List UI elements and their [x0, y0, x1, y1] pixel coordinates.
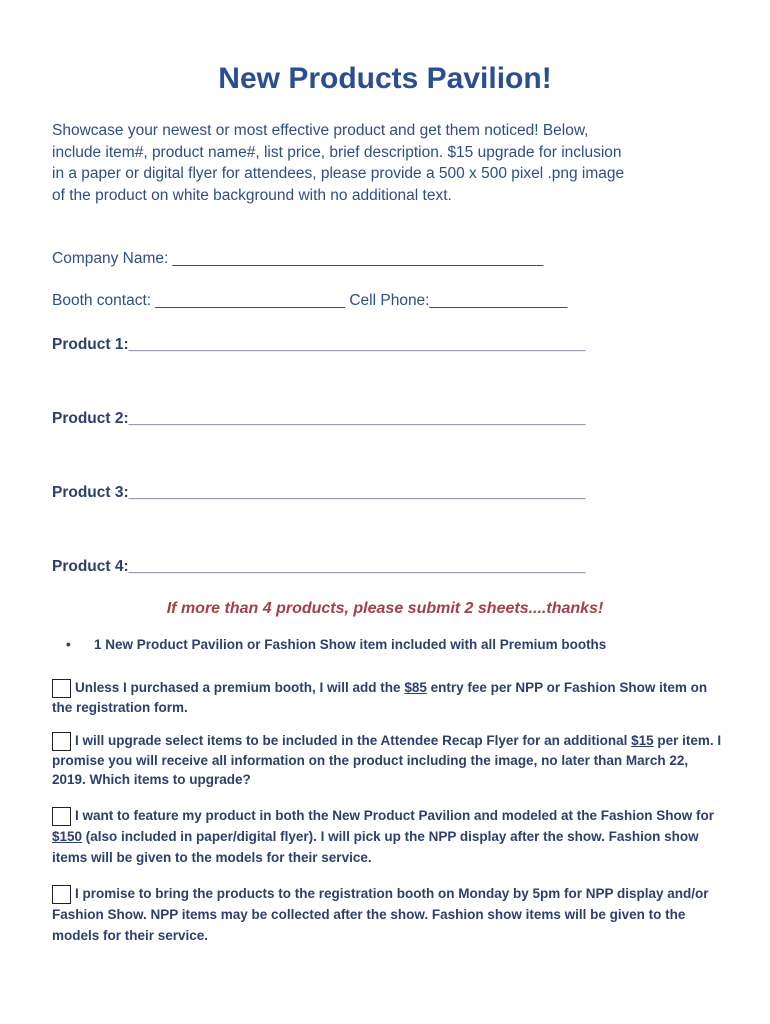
checkbox[interactable] — [52, 679, 71, 698]
option-fashion-show: I want to feature my product in both the New Product Pavilion and modeled at the Fashion Show for $150 (also included in paper/digital flyer). I will pick up the NPP display after the show. Fashion show items will be given to the models for their service. — [52, 808, 715, 865]
product-1-field[interactable]: Product 1:_____________________________________________________ — [52, 336, 586, 353]
multiple-sheets-note: If more than 4 products, please submit 2 sheets....thanks! — [166, 600, 604, 617]
intro-line: in a paper or digital flyer for attendees, please provide a 500 x 500 pixel .png image — [52, 165, 625, 182]
checkbox[interactable] — [52, 732, 71, 751]
checkbox[interactable] — [52, 885, 71, 904]
option-entry-fee: Unless I purchased a premium booth, I will add the $85 entry fee per NPP or Fashion Show item on the registration form. — [52, 680, 708, 715]
booth-contact-field[interactable]: Booth contact: ______________________ Cell Phone:________________ — [52, 292, 568, 309]
intro-line: include item#, product name#, list price, brief description. $15 upgrade for inclusion — [52, 143, 622, 161]
option-recap-flyer: I will upgrade select items to be included in the Attendee Recap Flyer for an additional $15 per item. I promise you will receive all information on the product including the image, no later than March 22, 2019. Which items to upgrade? — [52, 733, 722, 787]
premium-booth-bullet — [66, 637, 606, 652]
option-bring-products: I promise to bring the products to the registration booth on Monday by 5pm for NPP display and/or Fashion Show. NPP items may be collected after the show. Fashion show items will be given to the models for their service. — [52, 886, 709, 943]
company-name-field[interactable]: Company Name: ___________________________________________ — [52, 250, 544, 267]
product-4-field[interactable]: Product 4:_____________________________________________________ — [52, 558, 586, 575]
bullet-text: 1 New Product Pavilion or Fashion Show item included with all Premium booths — [94, 637, 607, 652]
intro-line: of the product on white background with no additional text. — [52, 186, 452, 204]
product-3-field[interactable]: Product 3:_____________________________________________________ — [52, 484, 586, 501]
intro-line: Showcase your newest or most effective product and get them noticed! Below, — [52, 122, 589, 139]
bullet-icon: • — [66, 637, 71, 652]
intro-paragraph — [52, 120, 720, 206]
checkbox[interactable] — [52, 807, 71, 826]
product-2-field[interactable]: Product 2:_____________________________________________________ — [52, 410, 586, 427]
page-title: New Products Pavilion! — [218, 62, 552, 95]
